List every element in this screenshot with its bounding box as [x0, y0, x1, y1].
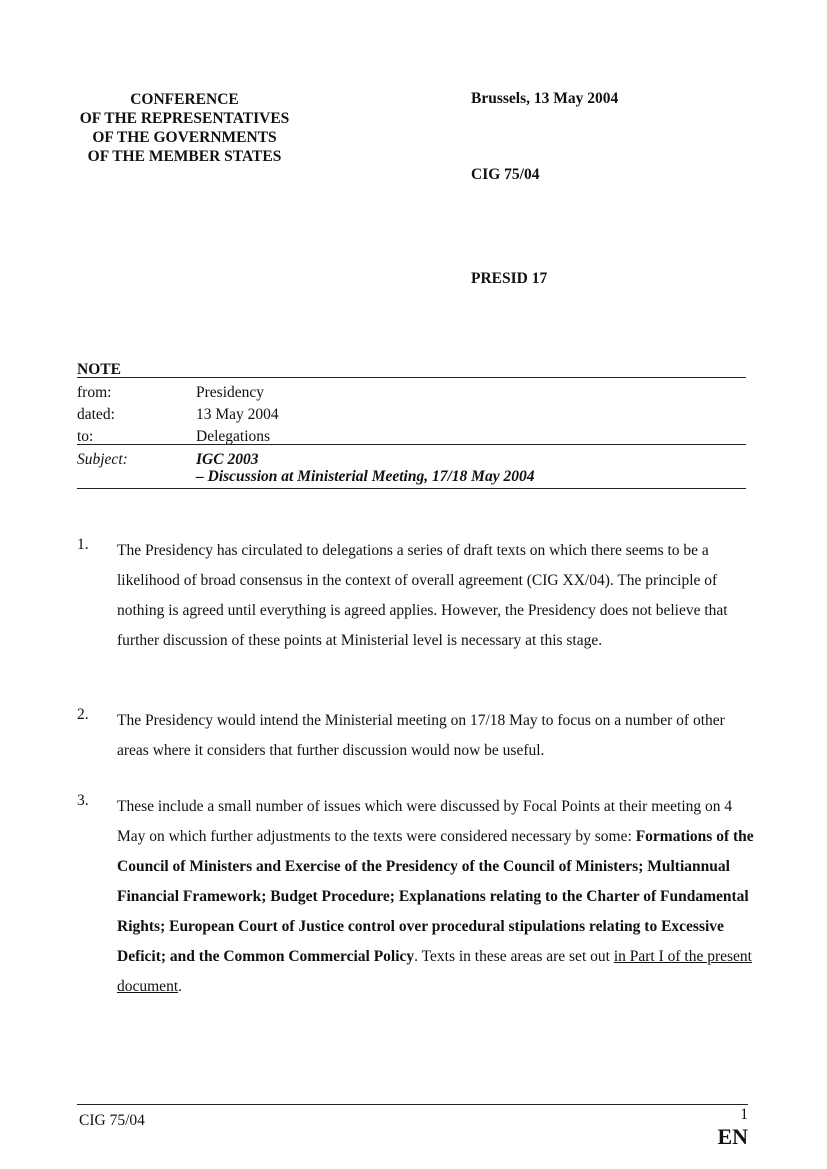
issuing-body-line: CONFERENCE [130, 91, 239, 108]
paragraph-number: 3. [77, 792, 89, 809]
issuing-body-line: OF THE MEMBER STATES [87, 148, 282, 165]
subject-bottom-rule [77, 488, 746, 489]
subject-label: Subject: [77, 451, 128, 468]
subject-line-2: – Discussion at Ministerial Meeting, 17/18 May 2004 [196, 468, 535, 485]
place-date: Brussels, 13 May 2004 [471, 90, 619, 107]
paragraph-number: 2. [77, 706, 89, 723]
paragraph-number: 1. [77, 536, 89, 553]
issuing-body [62, 90, 307, 166]
page-number: 1 [740, 1106, 748, 1123]
subject-line-1: IGC 2003 [196, 451, 259, 468]
dated-value: 13 May 2004 [196, 406, 279, 423]
paragraph-text-bold: Formations of the Council of Ministers and Exercise of the Presidency of the Council of Ministers; Multiannual Financial Framework; Budget Procedure; Explanations relating to the Charter of Fundamental Rights; European Court of Justice control over procedural stipulations relating to Excessive Deficit; and the Common Commercial Policy [117, 828, 754, 965]
paragraph-text-end: . [178, 978, 182, 995]
document-number: CIG 75/04 [471, 166, 540, 183]
paragraph-text-underlined: in Part I of the present document [117, 948, 752, 995]
from-value: Presidency [196, 384, 265, 401]
from-label: from: [77, 384, 112, 401]
note-top-rule [77, 377, 746, 378]
language-code: EN [717, 1124, 748, 1149]
issuing-body-line: OF THE GOVERNMENTS [92, 129, 277, 146]
paragraph-text: The Presidency would intend the Ministerial meeting on 17/18 May to focus on a number of other areas where it considers that further discussion would now be useful. [117, 712, 725, 759]
footer-document-number: CIG 75/04 [79, 1112, 145, 1129]
to-label: to: [77, 428, 94, 445]
dated-label: dated: [77, 406, 115, 423]
to-value: Delegations [196, 428, 271, 445]
paragraph-text-plain: These include a small number of issues which were discussed by Focal Points at their meeting on 4 May on which further adjustments to the texts were considered necessary by some: [117, 798, 733, 845]
footer-rule [77, 1104, 748, 1105]
paragraph-text: The Presidency has circulated to delegations a series of draft texts on which there seems to be a likelihood of broad consensus in the context of overall agreement (CIG XX/04). The principle of nothing is agreed until everything is agreed applies. However, the Presidency does not believe that further discussion of these points at Ministerial level is necessary at this stage. [117, 542, 728, 649]
note-title: NOTE [77, 361, 121, 378]
to-rule [77, 444, 746, 445]
issuing-body-line: OF THE REPRESENTATIVES [79, 110, 290, 127]
paragraph-text [117, 792, 757, 1002]
presid-reference: PRESID 17 [471, 270, 548, 287]
paragraph-text-after: . Texts in these areas are set out [414, 948, 614, 965]
